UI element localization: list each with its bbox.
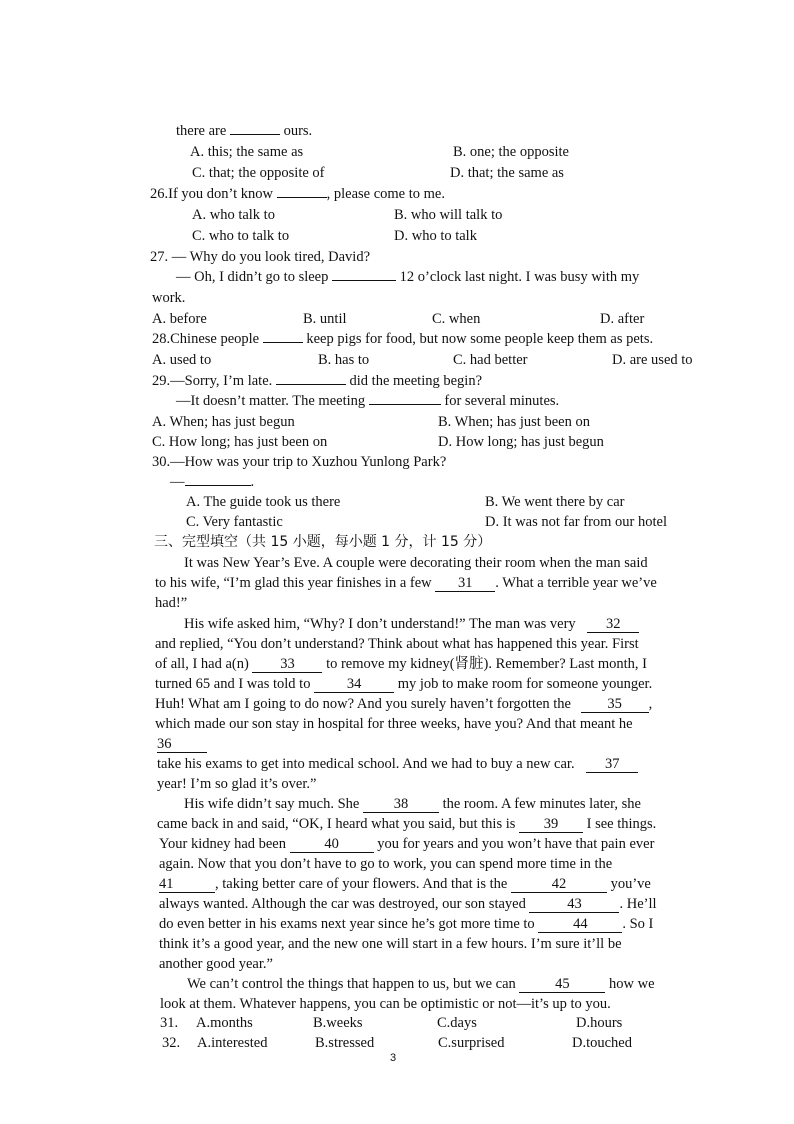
q30-question: 30.—How was your trip to Xuzhou Yunlong Park? xyxy=(152,454,447,470)
q31-option-d: D.hours xyxy=(576,1015,623,1031)
passage-line: of all, I had a(n) 33 to remove my kidney(肾脏). Remember? Last month, I xyxy=(155,656,647,672)
blank-34: 34 xyxy=(314,677,394,693)
q30-option-b: B. We went there by car xyxy=(485,494,625,510)
blank-45: 45 xyxy=(519,977,605,993)
blank-35: 35 xyxy=(581,697,649,713)
passage-line: do even better in his exams next year since he’s got more time to 44 . So I xyxy=(159,916,654,932)
passage-line: Your kidney had been 40 you for years and you won’t have that pain ever xyxy=(159,836,655,852)
q26-option-a: A. who talk to xyxy=(192,207,275,223)
passage-line: We can’t control the things that happen to us, but we can 45 how we xyxy=(187,976,655,992)
q30-answer: — . xyxy=(170,474,255,490)
q25-blank xyxy=(230,134,280,135)
passage-line: It was New Year’s Eve. A couple were decorating their room when the man said xyxy=(184,555,648,571)
q29-option-a: A. When; has just begun xyxy=(152,414,295,430)
q28-option-b: B. has to xyxy=(318,352,370,368)
passage-line: came back in and said, “OK, I heard what you said, but this is 39 I see things. xyxy=(157,816,657,832)
q27-blank xyxy=(332,280,396,281)
blank-36: 36 xyxy=(157,737,207,753)
passage-line: turned 65 and I was told to 34 my job to make room for someone younger. xyxy=(155,676,653,692)
passage-line: look at them. Whatever happens, you can be optimistic or not—it’s up to you. xyxy=(160,996,611,1012)
blank-41: 41 xyxy=(159,877,215,893)
q30-option-c: C. Very fantastic xyxy=(186,514,283,530)
q27-option-c: C. when xyxy=(432,311,481,327)
section-heading: 三、完型填空（共 15 小题，每小题 1 分，计 15 分） xyxy=(154,534,492,550)
passage-line: always wanted. Although the car was destroyed, our son stayed 43 . He’ll xyxy=(159,896,657,912)
passage-line: 41 , taking better care of your flowers. And that is the 42 you’ve xyxy=(159,876,651,892)
passage-line: had!” xyxy=(155,595,188,611)
q27-option-b: B. until xyxy=(303,311,347,327)
q25-option-d: D. that; the same as xyxy=(450,165,564,181)
q31-number: 31. xyxy=(160,1015,179,1031)
q31-option-c: C.days xyxy=(437,1015,477,1031)
q26-option-d: D. who to talk xyxy=(394,228,477,244)
q25-stem: there are ours. xyxy=(176,123,313,139)
q28-option-c: C. had better xyxy=(453,352,528,368)
passage-line: Huh! What am I going to do now? And you surely haven’t forgotten the 35 , xyxy=(155,696,653,712)
passage-line: take his exams to get into medical school. And we had to buy a new car. 37 xyxy=(157,755,638,774)
q26-stem: 26.If you don’t know , please come to me. xyxy=(150,186,445,202)
blank-39: 39 xyxy=(519,817,583,833)
blank-43: 43 xyxy=(529,897,619,913)
q30-option-d: D. It was not far from our hotel xyxy=(485,514,668,530)
q25-option-c: C. that; the opposite of xyxy=(192,165,325,181)
q27-answer-cont: work. xyxy=(152,290,186,306)
q27-option-d: D. after xyxy=(600,311,645,327)
passage-line: again. Now that you don’t have to go to work, you can spend more time in the xyxy=(159,856,613,872)
q29-option-c: C. How long; has just been on xyxy=(152,434,328,450)
blank-31: 31 xyxy=(435,576,495,592)
passage-line: which made our son stay in hospital for three weeks, have you? And that meant he xyxy=(155,716,633,732)
q29-question: 29.—Sorry, I’m late. did the meeting begin? xyxy=(152,373,483,389)
passage-line: and replied, “You don’t understand? Think about what has happened this year. First xyxy=(155,636,639,652)
q29-answer: —It doesn’t matter. The meeting for several minutes. xyxy=(176,393,560,409)
passage-line: His wife asked him, “Why? I don’t understand!” The man was very 32 xyxy=(184,615,639,634)
q26-option-c: C. who to talk to xyxy=(192,228,290,244)
q31-option-b: B.weeks xyxy=(313,1015,363,1031)
blank-32: 32 xyxy=(587,617,639,633)
blank-44: 44 xyxy=(538,917,622,933)
q29-option-b: B. When; has just been on xyxy=(438,414,590,430)
q28-option-d: D. are used to xyxy=(612,352,693,368)
q29-option-d: D. How long; has just begun xyxy=(438,434,604,450)
q30-option-a: A. The guide took us there xyxy=(186,494,341,510)
passage-line: to his wife, “I’m glad this year finishes in a few 31 . What a terrible year we’ve xyxy=(155,575,657,591)
page-number: 3 xyxy=(390,1052,397,1064)
q32-option-a: A.interested xyxy=(197,1035,268,1051)
q32-number: 32. xyxy=(162,1035,181,1051)
q28-blank xyxy=(263,342,303,343)
q26-blank xyxy=(277,197,327,198)
q28-stem: 28.Chinese people keep pigs for food, but now some people keep them as pets. xyxy=(152,331,654,347)
q27-answer-line: — Oh, I didn’t go to sleep 12 o’clock last night. I was busy with my xyxy=(176,269,640,285)
q29-blank-1 xyxy=(276,384,346,385)
blank-37: 37 xyxy=(586,757,638,773)
passage-line: His wife didn’t say much. She 38 the room. A few minutes later, she xyxy=(184,796,641,812)
q32-option-c: C.surprised xyxy=(438,1035,505,1051)
q25-option-a: A. this; the same as xyxy=(190,144,304,160)
q26-option-b: B. who will talk to xyxy=(394,207,503,223)
q32-option-b: B.stressed xyxy=(315,1035,375,1051)
passage-line xyxy=(157,735,207,754)
blank-42: 42 xyxy=(511,877,607,893)
q28-option-a: A. used to xyxy=(152,352,212,368)
q29-blank-2 xyxy=(369,404,441,405)
q25-option-b: B. one; the opposite xyxy=(453,144,569,160)
q30-blank xyxy=(185,485,251,486)
q27-question: 27. — Why do you look tired, David? xyxy=(150,249,371,265)
passage-line: think it’s a good year, and the new one will start in a few hours. I’m sure it’ll be xyxy=(159,936,622,952)
passage-line: another good year.” xyxy=(159,956,273,972)
q32-option-d: D.touched xyxy=(572,1035,632,1051)
blank-38: 38 xyxy=(363,797,439,813)
passage-line: year! I’m so glad it’s over.” xyxy=(157,776,317,792)
blank-33: 33 xyxy=(252,657,322,673)
q31-option-a: A.months xyxy=(196,1015,253,1031)
q27-option-a: A. before xyxy=(152,311,207,327)
blank-40: 40 xyxy=(290,837,374,853)
